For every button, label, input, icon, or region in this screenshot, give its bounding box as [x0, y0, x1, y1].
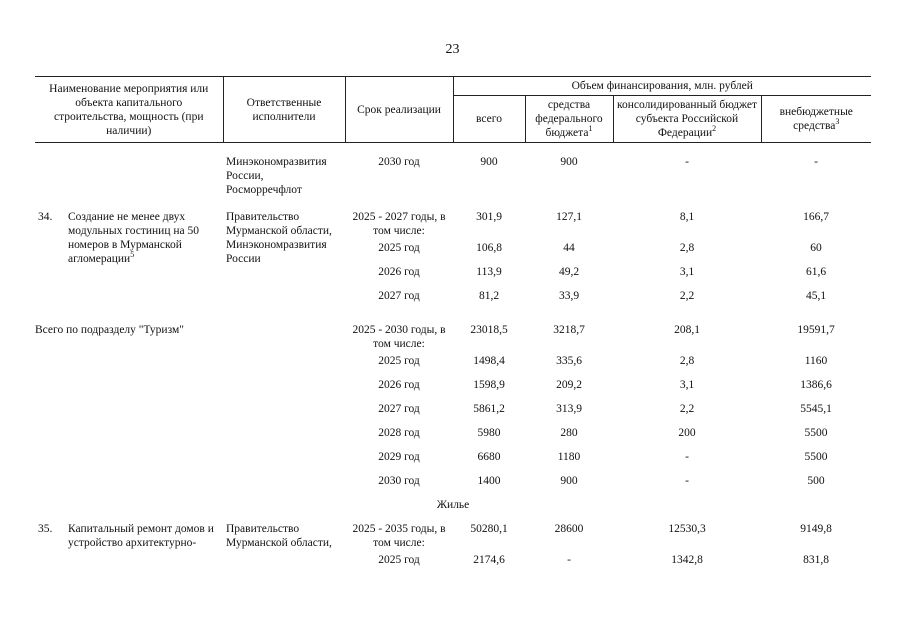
total-cell: 1498,4 — [473, 355, 505, 367]
federal-cell: 900 — [560, 475, 578, 487]
header-extrabudget: внебюджетные средства$^3$ — [761, 96, 871, 143]
subtotal-label: Всего по подразделу "Туризм" — [35, 324, 184, 336]
regional-cell: 2,2 — [679, 290, 695, 302]
federal-cell: 33,9 — [558, 290, 580, 302]
term-cell: 2025 - 2030 годы, в том числе: — [352, 324, 446, 350]
section-heading-housing: Жилье — [436, 499, 470, 511]
regional-cell: 12530,3 — [668, 523, 706, 535]
item-number: 34. — [38, 211, 53, 223]
section-row — [35, 495, 871, 519]
total-cell: 5980 — [477, 427, 501, 439]
table-row — [35, 423, 871, 447]
term-cell: 2028 год — [378, 427, 420, 439]
regional-cell: 3,1 — [679, 379, 695, 391]
total-cell: 2174,6 — [473, 554, 505, 566]
table-row — [35, 447, 871, 471]
table-row — [35, 143, 871, 198]
total-cell: 50280,1 — [470, 523, 508, 535]
header-regional: консолидированный бюджет субъекта Российской Федерации$^2$ — [613, 96, 761, 143]
total-cell: 900 — [480, 156, 498, 168]
header-name: Наименование мероприятия или объекта капитального строительства, мощность (при наличии) — [35, 77, 223, 143]
total-cell: 5861,2 — [473, 403, 505, 415]
regional-cell: 2,2 — [679, 403, 695, 415]
extrabudget-cell: 5500 — [804, 427, 828, 439]
term-cell: 2026 год — [378, 379, 420, 391]
regional-cell: 3,1 — [679, 266, 695, 278]
extrabudget-cell: 60 — [810, 242, 822, 254]
federal-cell: 3218,7 — [553, 324, 585, 336]
term-cell: 2030 год — [378, 475, 420, 487]
extrabudget-cell: 166,7 — [803, 211, 829, 223]
regional-cell: 8,1 — [679, 211, 695, 223]
item-name-cell — [35, 519, 223, 574]
term-cell: 2026 год — [378, 266, 420, 278]
total-cell: 6680 — [477, 451, 501, 463]
federal-cell: 209,2 — [556, 379, 582, 391]
item-name-cell — [35, 207, 223, 310]
regional-cell: 208,1 — [674, 324, 700, 336]
extrabudget-cell: 5500 — [804, 451, 828, 463]
extrabudget-cell: 19591,7 — [797, 324, 835, 336]
executors-cell: Правительство Мурманской области, Минэкономразвития России — [226, 211, 332, 265]
federal-cell: 28600 — [554, 523, 584, 535]
regional-cell: - — [685, 451, 689, 463]
term-cell: 2030 год — [378, 156, 420, 168]
table-header — [35, 77, 871, 143]
extrabudget-cell: 1160 — [804, 355, 828, 367]
funding-table — [35, 76, 871, 574]
federal-cell: 1180 — [557, 451, 581, 463]
federal-cell: 127,1 — [556, 211, 582, 223]
federal-cell: - — [567, 554, 571, 566]
regional-cell: - — [685, 156, 689, 168]
extrabudget-cell: - — [814, 156, 818, 168]
header-executors: Ответственные исполнители — [223, 77, 345, 143]
item-name: Капитальный ремонт домов и устройство архитектурно- — [68, 523, 214, 549]
regional-cell: - — [685, 475, 689, 487]
header-term: Срок реализации — [345, 77, 453, 143]
table-row — [35, 519, 871, 550]
extrabudget-cell: 500 — [807, 475, 825, 487]
federal-cell: 900 — [560, 156, 578, 168]
term-cell: 2027 год — [378, 290, 420, 302]
total-cell: 1598,9 — [473, 379, 505, 391]
term-cell: 2025 год — [378, 554, 420, 566]
table-row — [35, 399, 871, 423]
extrabudget-cell: 45,1 — [805, 290, 827, 302]
table-row — [35, 471, 871, 495]
term-cell: 2025 - 2035 годы, в том числе: — [352, 523, 446, 549]
extrabudget-cell: 1386,6 — [800, 379, 832, 391]
term-cell: 2025 год — [378, 355, 420, 367]
executors-cell: Правительство Мурманской области, — [226, 523, 332, 549]
table-row — [35, 375, 871, 399]
regional-cell: 2,8 — [679, 242, 695, 254]
header-federal: средства федерального бюджета$^1$ — [525, 96, 613, 143]
federal-cell: 44 — [563, 242, 575, 254]
table-row — [35, 207, 871, 238]
table-row — [35, 351, 871, 375]
executors-cell: Минэкономразвития России, Росморречфлот — [226, 156, 327, 196]
federal-cell: 313,9 — [556, 403, 582, 415]
term-cell: 2029 год — [378, 451, 420, 463]
federal-cell: 335,6 — [556, 355, 582, 367]
extrabudget-cell: 831,8 — [803, 554, 829, 566]
total-cell: 81,2 — [478, 290, 500, 302]
extrabudget-cell: 9149,8 — [800, 523, 832, 535]
item-number: 35. — [38, 523, 53, 535]
table-row — [35, 320, 871, 351]
term-cell: 2027 год — [378, 403, 420, 415]
regional-cell: 200 — [678, 427, 696, 439]
federal-cell: 49,2 — [558, 266, 580, 278]
total-cell: 1400 — [477, 475, 501, 487]
total-cell: 301,9 — [476, 211, 502, 223]
funding-table-wrap — [35, 76, 871, 574]
table-body — [35, 143, 871, 575]
header-total: всего — [453, 96, 525, 143]
term-cell: 2025 год — [378, 242, 420, 254]
item-name: Создание не менее двух модульных гостиниц на 50 номеров в Мурманской агломерации$^5$ — [68, 211, 200, 265]
page-number: 23 — [445, 42, 460, 57]
term-cell: 2025 - 2027 годы, в том числе: — [352, 211, 446, 237]
total-cell: 113,9 — [476, 266, 502, 278]
total-cell: 106,8 — [476, 242, 502, 254]
extrabudget-cell: 61,6 — [805, 266, 827, 278]
total-cell: 23018,5 — [470, 324, 508, 336]
header-funding-group: Объем финансирования, млн. рублей — [453, 77, 871, 96]
extrabudget-cell: 5545,1 — [800, 403, 832, 415]
regional-cell: 2,8 — [679, 355, 695, 367]
regional-cell: 1342,8 — [671, 554, 703, 566]
federal-cell: 280 — [560, 427, 578, 439]
